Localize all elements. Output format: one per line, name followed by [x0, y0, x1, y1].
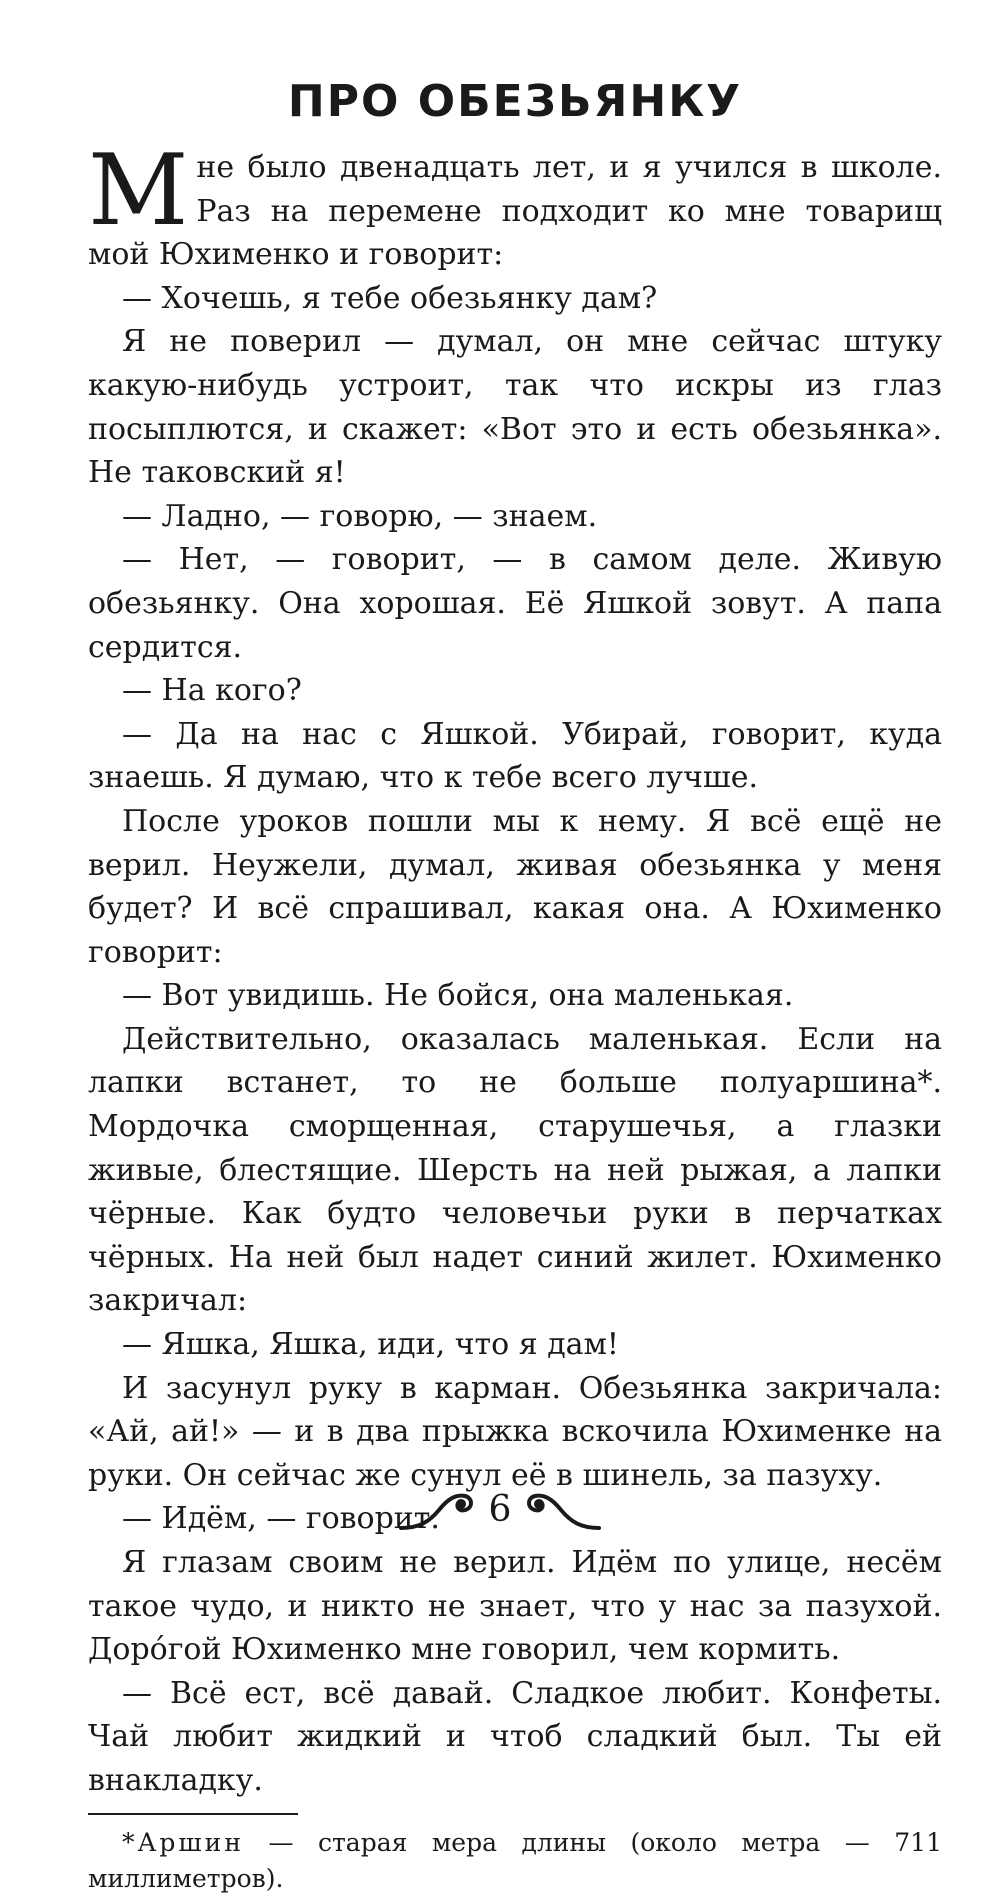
paragraph	[88, 134, 942, 277]
page-folio	[0, 1488, 1000, 1532]
paragraph: Я глазам своим не верил. Идём по улице, несём такое чудо, и никто не знает, что у нас за пазухой. Дорóгой Юхименко мне говорил, чем кормить.	[88, 1545, 942, 1668]
footnote-text: — старая мера длины (около метра — 711 миллиметров).	[88, 1827, 942, 1893]
drop-cap: М	[88, 134, 189, 248]
chapter-title: ПРО ОБЕЗЬЯНКУ	[287, 76, 743, 127]
paragraph: — Яшка, Яшка, иди, что я дам!	[122, 1327, 619, 1363]
footnote-term: *Аршин	[122, 1827, 245, 1857]
page-number: 6	[488, 1489, 512, 1530]
paragraph: — Да на нас с Яшкой. Убирай, говорит, куда знаешь. Я думаю, что к тебе всего лучше.	[88, 716, 942, 796]
paragraph: — Хочешь, я тебе обезьянку дам?	[122, 280, 658, 316]
paragraph: — Всё ест, всё давай. Сладкое любит. Конфеты. Чай любит жидкий и чтоб сладкий был. Ты ей внакладку.	[88, 1675, 942, 1798]
body-text	[88, 134, 942, 1803]
paragraph: Я не поверил — думал, он мне сейчас штуку какую-нибудь устроит, так что искры из глаз посыплются, и скажет: «Вот это и есть обезьянка». Не таковский я!	[88, 324, 942, 491]
footnote-divider	[88, 1813, 298, 1815]
paragraph: После уроков пошли мы к нему. Я всё ещё не верил. Неужели, думал, живая обезьянка у меня будет? И всё спрашивал, какая она. А Юхименко говорит:	[88, 803, 942, 970]
paragraph: — Ладно, — говорю, — знаем.	[122, 498, 598, 534]
footnote	[88, 1825, 942, 1897]
paragraph: — Вот увидишь. Не бойся, она маленькая.	[122, 978, 794, 1014]
paragraph: И засунул руку в карман. Обезьянка закричала: «Ай, ай!» — и в два прыжка вскочила Юхименке на руки. Он сейчас же сунул её в шинель, за пазуху.	[88, 1370, 942, 1493]
right-flourish-icon	[525, 1488, 601, 1532]
paragraph: — Идём, — говорит.	[122, 1501, 440, 1537]
paragraph-text: не было двенадцать лет, и я учился в школе. Раз на перемене подходит ко мне товарищ мой Юхименко и говорит:	[88, 150, 942, 273]
left-flourish-icon	[399, 1488, 475, 1532]
paragraph: — Нет, — говорит, — в самом деле. Живую обезьянку. Она хорошая. Её Яшкой зовут. А папа сердится.	[88, 542, 942, 665]
paragraph: Действительно, оказалась маленькая. Если на лапки встанет, то не больше полуаршина*. Мордочка сморщенная, старушечья, а глазки живые, блестящие. Шерсть на ней рыжая, а лапки чёрные. Как будто человечьи руки в перчатках чёрных. На ней был надет синий жилет. Юхименко закричал:	[88, 1021, 942, 1319]
paragraph: — На кого?	[122, 673, 302, 709]
